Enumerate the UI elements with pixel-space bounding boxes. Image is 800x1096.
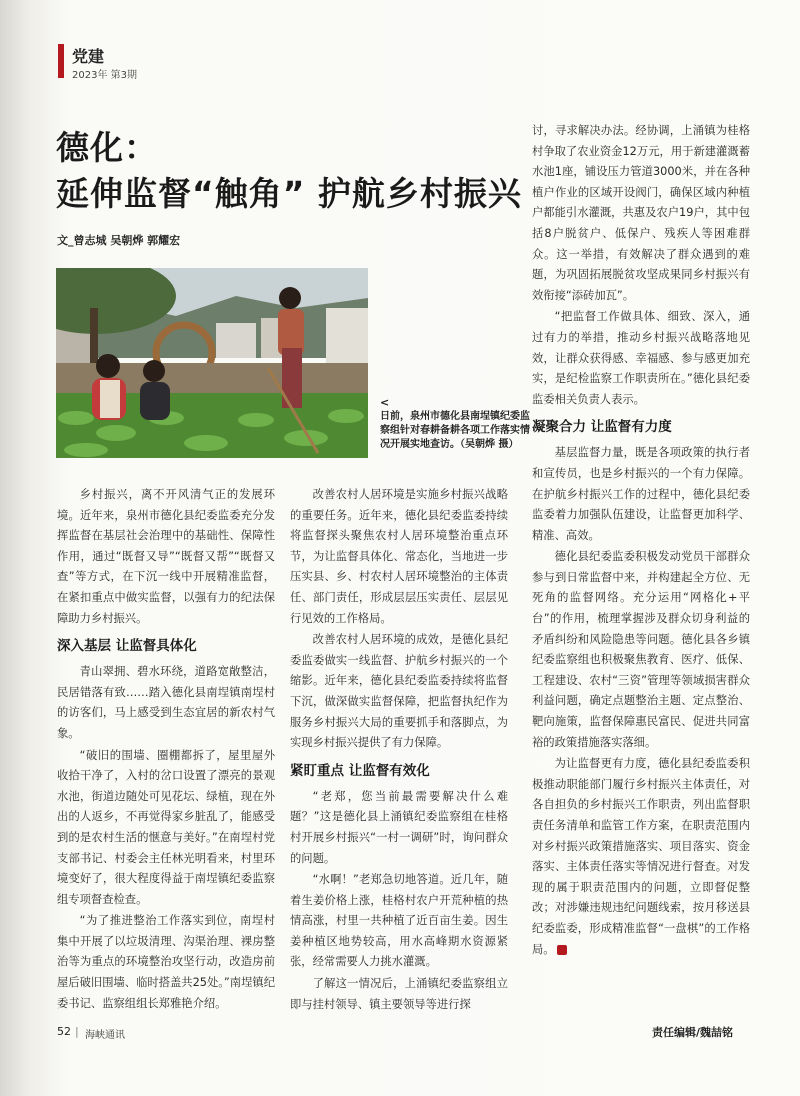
paragraph: 改善农村人居环境的成效，是德化县纪委监委做实一线监督、护航乡村振兴的一个缩影。近年来，德化县纪委监委持续将监督下沉，做深做实监督保障，把监督执纪作为服务乡村振兴大局的重要抓手和落脚点，为实现乡村振兴提供了有力保障。 xyxy=(290,633,508,750)
paragraph: “把监督工作做具体、细致、深入，通过有力的举措，推动乡村振兴战略落地见效，让群众获得感、幸福感、参与感更加充实，是纪检监察工作职责所在。”德化县纪委监委相关负责人表示。 xyxy=(532,310,750,406)
article-photo xyxy=(56,268,368,458)
paragraph xyxy=(532,754,750,960)
paragraph: 青山翠拥、碧水环绕，道路宽敞整洁，民居错落有致……踏入德化县南埕镇南埕村的访客们，马上感受到生态宜居的新农村气象。 xyxy=(57,665,275,740)
caption-pointer: < xyxy=(380,396,390,409)
paragraph: 讨，寻求解决办法。经协调，上涌镇为桂格村争取了农业资金12万元，用于新建灌溉蓄水池1座，铺设压力管道3000米，并在各种植户作业的区域开设阀门，确保区域内种植户都能引水灌溉，共惠及农户19户，其中包括8户脱贫户、低保户、残疾人等困难群众。这一举措，有效解决了群众遇到的难题，为巩固拓展脱贫攻坚成果同乡村振兴有效衔接“添砖加瓦”。 xyxy=(532,124,750,302)
article-byline: 文_曾志城 吴朝烨 郭耀宏 xyxy=(57,234,181,247)
paragraph: “水啊！”老郑急切地答道。近几年，随着生姜价格上涨，桂格村农户开荒种植的热情高涨，村里一共种植了近百亩生姜。因生姜种植区地势较高，用水高峰期水资源紧张，经常需要人力挑水灌溉。 xyxy=(290,873,508,969)
paragraph: “老郑，您当前最需要解决什么难题？”这是德化县上涌镇纪委监察组在桂格村开展乡村振兴“一村一调研”时，询问群众的问题。 xyxy=(290,789,508,865)
section-title: 党建 xyxy=(72,47,105,66)
page-number: 52 xyxy=(57,1025,71,1038)
paragraph: 改善农村人居环境是实施乡村振兴战略的重要任务。近年来，德化县纪委监委持续将监督探头聚焦农村人居环境整治重点环节，为让监督具体化、常态化，当地进一步压实县、乡、村农村人居环境整治的主体责任、部门责任，形成层层压实责任、层层见行见效的工作格局。 xyxy=(290,488,508,625)
section-heading: 深入基层 让监督具体化 xyxy=(57,638,197,655)
end-mark-icon xyxy=(557,945,567,955)
photo-caption xyxy=(380,396,530,452)
responsible-editor: 责任编辑/魏喆铭 xyxy=(652,1026,734,1039)
article-title-line2: 延伸监督“触角” 护航乡村振兴 xyxy=(56,174,522,213)
paragraph-text: 为让监督更有力度，德化县纪委监委积极推动职能部门履行乡村振兴主体责任，对各自担负的乡村振兴工作职责，列出监督职责任务清单和监管工作方案，在职责范围内对乡村振兴政策措施落实、项目落实、资金落实、主体责任落实等情况进行督查。对发现的属于职责范围内的问题，立即督促整改；对涉嫌违规违纪问题线索，按月移送县纪委监委，形成精准监督“一盘棋”的工作格局。 xyxy=(532,757,750,956)
paragraph: 基层监督力量，既是各项政策的执行者和宣传员，也是乡村振兴的一个有力保障。在护航乡村振兴工作的过程中，德化县纪委监委着力加强队伍建设，让监督更加科学、精准、高效。 xyxy=(532,446,750,542)
caption-text: 日前，泉州市德化县南埕镇纪委监察组针对春耕备耕各项工作落实情况开展实地查访。（吴朝烨 摄） xyxy=(380,411,530,450)
paragraph: “为了推进整治工作落实到位，南埕村集中开展了以垃圾清理、沟渠治理、裸房整治等为重点的环境整治攻坚行动，改造房前屋后破旧围墙、临时搭盖共25处。”南埕镇纪委书记、监察组组长郑雅艳介绍。 xyxy=(57,914,275,1010)
section-heading: 紧盯重点 让监督有效化 xyxy=(290,762,430,779)
footer-separator: | xyxy=(75,1025,79,1038)
section-marker-bar xyxy=(58,44,64,78)
section-heading: 凝聚合力 让监督有力度 xyxy=(532,419,672,436)
paragraph: 了解这一情况后，上涌镇纪委监察组立即与挂村领导、镇主要领导等进行探 xyxy=(290,977,508,1011)
article-column-1 xyxy=(57,485,275,1015)
issue-label: 2023年 第3期 xyxy=(72,70,137,81)
article-title-line1: 德化： xyxy=(56,128,158,167)
article-column-2 xyxy=(290,485,508,1016)
paragraph: 乡村振兴，离不开风清气正的发展环境。近年来，泉州市德化县纪委监委充分发挥监督在基层社会治理中的基础性、保障性作用，通过“既督又导”“既督又帮”“既督又查”等方式，在下沉一线中开展精准监督，在紧扣重点中做实监督，以强有力的纪法保障助力乡村振兴。 xyxy=(57,488,275,625)
farm-field-photo xyxy=(56,268,368,458)
article-column-3 xyxy=(532,121,750,961)
paragraph: 德化县纪委监委积极发动党员干部群众参与到日常监督中来，并构建起全方位、无死角的监督网络。充分运用“网格化+平台”的作用，梳理掌握涉及群众切身利益的矛盾纠纷和风险隐患等问题。德化县各乡镇纪委监察组也积极聚焦教育、医疗、低保、工程建设、农村“三资”管理等领域损害群众利益问题，确定点题整治主题、定点整治、靶向施策，监督保障惠民富民、促进共同富裕的政策措施落实落细。 xyxy=(532,550,750,749)
publication-name: 海峡通讯 xyxy=(85,1030,125,1041)
paragraph: “破旧的围墙、圈棚都拆了，屋里屋外收拾干净了，入村的岔口设置了漂亮的景观水池，街道边随处可见花坛、绿植，现在外出的人返乡，不再觉得家乡脏乱了，能感受到的是农村生活的惬意与美好。”在南埕村党支部书记、村委会主任林光明看来，村里环境变好了，很大程度得益于南埕镇纪委监察组专项督查检查。 xyxy=(57,748,275,906)
